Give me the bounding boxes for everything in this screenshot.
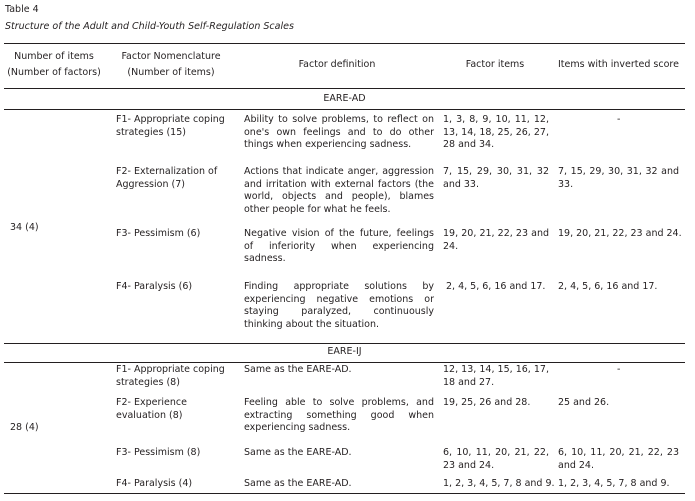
factor-definition: Finding appropriate solutions by experiencing negative emotions or staying paralyzed, continuously thinking about the situation. xyxy=(244,281,434,330)
factor-name: F3- Pessimism (6) xyxy=(116,228,201,239)
section-count: 28 (4) xyxy=(10,422,39,433)
section-rule-ij xyxy=(4,362,685,363)
inverted-items: - xyxy=(617,364,621,375)
factor-name: F1- Appropriate coping strategies (15) xyxy=(116,114,225,138)
section-count: 34 (4) xyxy=(10,222,39,233)
factor-definition: Feeling able to solve problems, and extracting something good when experiencing sadness. xyxy=(244,397,434,433)
table-caption: Structure of the Adult and Child-Youth Self-Regulation Scales xyxy=(5,21,294,32)
factor-definition: Same as the EARE-AD. xyxy=(244,447,352,458)
header-nomenclature-line2: (Number of items) xyxy=(127,67,215,78)
factor-definition: Ability to solve problems, to reflect on one's own feelings and to do other things when experiencing sadness. xyxy=(244,114,434,150)
factor-definition: Same as the EARE-AD. xyxy=(244,364,352,375)
factor-name: F4- Paralysis (6) xyxy=(116,281,193,292)
factor-items: 6, 10, 11, 20, 21, 22, 23 and 24. xyxy=(443,447,549,471)
header-items-line2: (Number of factors) xyxy=(7,67,101,78)
inverted-items: 2, 4, 5, 6, 16 and 17. xyxy=(558,281,658,292)
inverted-items: 19, 20, 21, 22, 23 and 24. xyxy=(558,228,682,239)
factor-items: 1, 3, 8, 9, 10, 11, 12, 13, 14, 18, 25, 26, 27, 28 and 34. xyxy=(443,114,549,150)
factor-items: 19, 20, 21, 22, 23 and 24. xyxy=(443,228,549,252)
factor-name: F2- Experience evaluation (8) xyxy=(116,397,187,421)
header-definition: Factor definition xyxy=(298,59,376,70)
inverted-items: 7, 15, 29, 30, 31, 32 and 33. xyxy=(558,166,679,190)
header-inverted-score: Items with inverted score xyxy=(558,59,679,70)
inverted-items: 25 and 26. xyxy=(558,397,610,408)
section-rule-ad xyxy=(4,109,685,110)
factor-items: 1, 2, 3, 4, 5, 7, 8 and 9. xyxy=(443,478,555,489)
factor-items: 2, 4, 5, 6, 16 and 17. xyxy=(446,281,546,292)
factor-definition: Actions that indicate anger, aggression and irritation with external factors (the world, objects and people), blames other people for what he feels. xyxy=(244,166,434,215)
factor-definition: Same as the EARE-AD. xyxy=(244,478,352,489)
factor-definition: Negative vision of the future, feelings of inferiority when experiencing sadness. xyxy=(244,228,434,264)
factor-items: 7, 15, 29, 30, 31, 32 and 33. xyxy=(443,166,549,190)
inverted-items: 1, 2, 3, 4, 5, 7, 8 and 9. xyxy=(558,478,670,489)
header-factor-items: Factor items xyxy=(465,59,525,70)
inverted-items: - xyxy=(617,114,621,125)
section-title: EARE-AD xyxy=(323,93,366,104)
inverted-items: 6, 10, 11, 20, 21, 22, 23 and 24. xyxy=(558,447,679,471)
section-title: EARE-IJ xyxy=(327,346,362,357)
bottom-rule xyxy=(4,493,685,494)
table-label: Table 4 xyxy=(5,4,39,15)
section-divider-rule xyxy=(4,343,685,344)
factor-items: 12, 13, 14, 15, 16, 17, 18 and 27. xyxy=(443,364,549,388)
header-items-line1: Number of items xyxy=(14,51,94,62)
top-rule xyxy=(4,43,685,44)
factor-name: F1- Appropriate coping strategies (8) xyxy=(116,364,225,388)
header-nomenclature-line1: Factor Nomenclature xyxy=(121,51,221,62)
factor-items: 19, 25, 26 and 28. xyxy=(443,397,531,408)
factor-name: F2- Externalization of Aggression (7) xyxy=(116,166,218,190)
factor-name: F3- Pessimism (8) xyxy=(116,447,201,458)
factor-name: F4- Paralysis (4) xyxy=(116,478,193,489)
header-rule xyxy=(4,88,685,89)
